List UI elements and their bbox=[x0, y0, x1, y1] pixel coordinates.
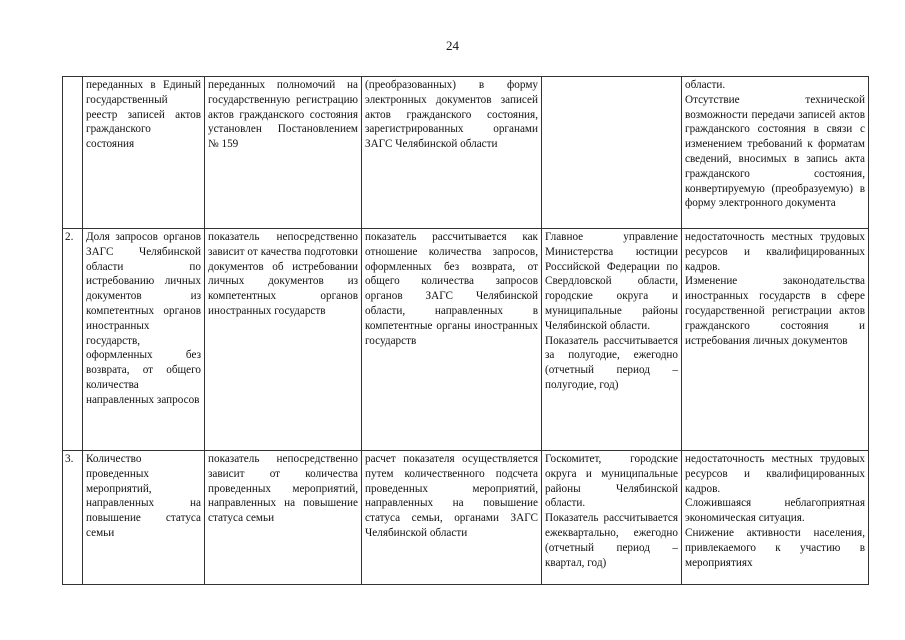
dependence-cell: показатель непосредственно зависит от количества проведенных мероприятий, направленных на повышение статуса семьи bbox=[205, 451, 362, 585]
page-number: 24 bbox=[446, 38, 459, 53]
indicator-name-cell: Доля запросов органов ЗАГС Челябинской области по истребованию личных документов из компетентных органов иностранных государств, оформленных без возврата, от общего количества направленных запросов bbox=[83, 229, 205, 451]
row-number: 2. bbox=[63, 229, 83, 451]
data-source-cell: Главное управление Министерства юстиции Российской Федерации по Свердловской области, городские округа и муниципальные районы Челябинской области. Показатель рассчитывается за полугодие, ежегодно (отчетный период – полугодие, год) bbox=[542, 229, 682, 451]
calculation-method-cell: показатель рассчитывается как отношение количества запросов, оформленных без возврата, от общего количества запросов органов ЗАГС Челябинской области, направленных в компетентные органы иностранных государств bbox=[362, 229, 542, 451]
row-number bbox=[63, 77, 83, 229]
table-row bbox=[63, 77, 869, 229]
indicators-table bbox=[62, 76, 869, 585]
risks-cell: недостаточность местных трудовых ресурсов и квалифицированных кадров. Изменение законодательства иностранных государств в сфере государственной регистрации актов гражданского состояния и истребования личных документов bbox=[682, 229, 869, 451]
table-row bbox=[63, 229, 869, 451]
indicator-name-cell: переданных в Единый государственный реестр записей актов гражданского состояния bbox=[83, 77, 205, 229]
table-row bbox=[63, 451, 869, 585]
row-number: 3. bbox=[63, 451, 83, 585]
dependence-cell: переданных полномочий на государственную регистрацию актов гражданского состояния установлен Постановлением № 159 bbox=[205, 77, 362, 229]
risks-cell: недостаточность местных трудовых ресурсов и квалифицированных кадров. Сложившаяся неблагоприятная экономическая ситуация. Снижение активности населения, привлекаемого к участию в мероприятиях bbox=[682, 451, 869, 585]
data-source-cell bbox=[542, 77, 682, 229]
data-source-cell: Госкомитет, городские округа и муниципальные районы Челябинской области. Показатель рассчитывается ежеквартально, ежегодно (отчетный период – квартал, год) bbox=[542, 451, 682, 585]
dependence-cell: показатель непосредственно зависит от качества подготовки документов об истребовании личных документов из компетентных органов иностранных государств bbox=[205, 229, 362, 451]
indicator-name-cell: Количество проведенных мероприятий, направленных на повышение статуса семьи bbox=[83, 451, 205, 585]
calculation-method-cell: расчет показателя осуществляется путем количественного подсчета проведенных мероприятий, направленных на повышение статуса семьи, органами ЗАГС Челябинской области bbox=[362, 451, 542, 585]
calculation-method-cell: (преобразованных) в форму электронных документов записей актов гражданского состояния, зарегистрированных органами ЗАГС Челябинской области bbox=[362, 77, 542, 229]
risks-cell: области. Отсутствие технической возможности передачи записей актов гражданского состояния в связи с изменением требований к форматам сведений, вносимых в запись акта гражданского состояния, конвертируемую (преобразуемую) в форму электронного документа bbox=[682, 77, 869, 229]
